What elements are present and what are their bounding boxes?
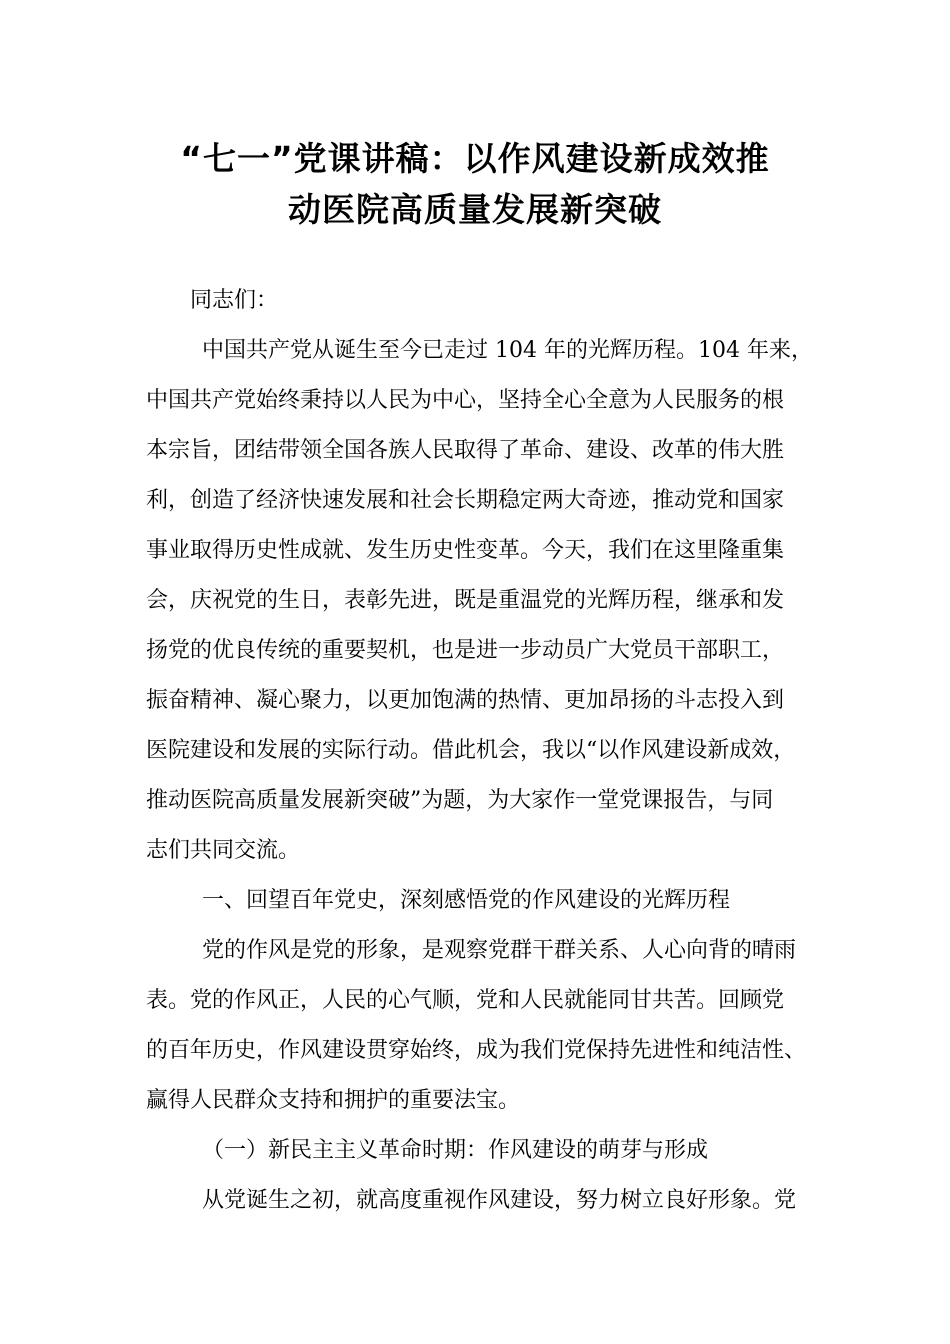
paragraph-line: 从党诞生之初，就高度重视作风建设，努力树立良好形象。党 — [202, 1188, 797, 1213]
document-title-line-2: 动医院高质量发展新突破 — [288, 190, 662, 229]
paragraph-line: 医院建设和发展的实际行动。借此机会，我以“以作风建设新成效， — [146, 738, 796, 763]
paragraph-line: 中国共产党始终秉持以人民为中心，坚持全心全意为人民服务的根 — [146, 388, 785, 413]
paragraph-line: 推动医院高质量发展新突破”为题，为大家作一堂党课报告，与同 — [146, 788, 774, 813]
paragraph-line: 表。党的作风正，人民的心气顺，党和人民就能同甘共苦。回顾党 — [146, 988, 785, 1013]
paragraph-line: 扬党的优良传统的重要契机，也是进一步动员广大党员干部职工， — [146, 638, 785, 663]
paragraph-line: 振奋精神、凝心聚力，以更加饱满的热情、更加昂扬的斗志投入到 — [146, 688, 785, 713]
paragraph-line: 本宗旨，团结带领全国各族人民取得了革命、建设、改革的伟大胜 — [146, 438, 785, 463]
paragraph-line: 志们共同交流。 — [146, 838, 301, 863]
document-title-line-1: “七一”党课讲稿：以作风建设新成效推 — [180, 139, 770, 178]
section-heading: 一、回望百年党史，深刻感悟党的作风建设的光辉历程 — [202, 888, 731, 913]
paragraph-line: 会，庆祝党的生日，表彰先进，既是重温党的光辉历程，继承和发 — [146, 588, 785, 613]
paragraph-line: 利，创造了经济快速发展和社会长期稳定两大奇迹，推动党和国家 — [146, 488, 785, 513]
paragraph-line: 赢得人民群众支持和拥护的重要法宝。 — [146, 1088, 521, 1113]
paragraph-line: 的百年历史，作风建设贯穿始终，成为我们党保持先进性和纯洁性、 — [146, 1038, 807, 1063]
paragraph-line: 事业取得历史性成就、发生历史性变革。今天，我们在这里隆重集 — [146, 538, 785, 563]
subsection-heading: （一）新民主主义革命时期：作风建设的萌芽与形成 — [202, 1138, 709, 1163]
paragraph-line: 党的作风是党的形象，是观察党群干群关系、人心向背的晴雨 — [202, 938, 797, 963]
salutation: 同志们： — [190, 288, 279, 313]
paragraph-line: 中国共产党从诞生至今已走过 104 年的光辉历程。104 年来， — [202, 338, 813, 363]
